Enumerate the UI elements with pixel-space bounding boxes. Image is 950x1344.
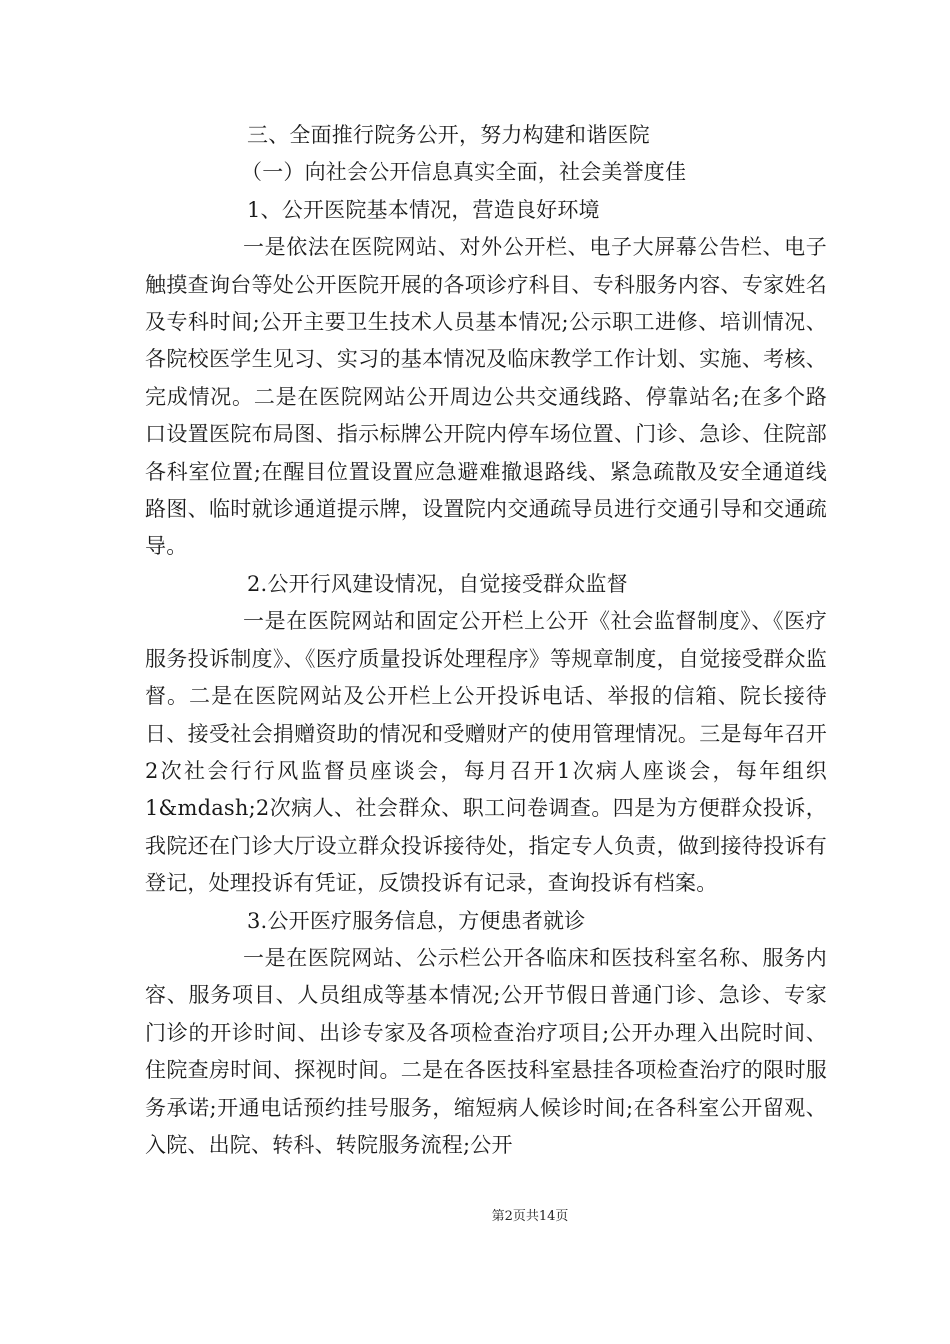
item-heading-2: 2.公开行风建设情况，自觉接受群众监督 [247, 571, 628, 596]
page-number-footer: 第2页共14页 [491, 1209, 569, 1224]
paragraph-1: 一是依法在医院网站、对外公开栏、电子大屏幕公告栏、电子触摸查询台等处公开医院开展的各项诊疗科目、专科服务内容、专家姓名及专科时间;公开主要卫生技术人员基本情况;公示职工进修、培训情况、各院校医学生见习、实习的基本情况及临床教学工作计划、实施、考核、完成情况。二是在医院网站公开周边公共交通线路、停靠站名;在多个路口设置医院布局图、指示标牌公开院内停车场位置、门诊、急诊、住院部各科室位置;在醒目位置设置应急避难撤退路线、紧急疏散及安全通道线路图、临时就诊通道提示牌，设置院内交通疏导员进行交通引导和交通疏导。 [145, 235, 827, 559]
paragraph-2: 一是在医院网站和固定公开栏上公开《社会监督制度》、《医疗服务投诉制度》、《医疗质量投诉处理程序》等规章制度，自觉接受群众监督。二是在医院网站及公开栏上公开投诉电话、举报的信箱、院长接待日、接受社会捐赠资助的情况和受赠财产的使用管理情况。三是每年召开2次社会行行风监督员座谈会，每月召开1次病人座谈会，每年组织1&mdash;2次病人、社会群众、职工问卷调查。四是为方便群众投诉，我院还在门诊大厅设立群众投诉接待处，指定专人负责，做到接待投诉有登记，处理投诉有凭证，反馈投诉有记录，查询投诉有档案。 [145, 609, 827, 896]
section-heading: 三、全面推行院务公开，努力构建和谐医院 [247, 123, 650, 147]
subsection-heading: （一）向社会公开信息真实全面，社会美誉度佳 [241, 160, 687, 185]
paragraph-3: 一是在医院网站、公示栏公开各临床和医技科室名称、服务内容、服务项目、人员组成等基本情况;公开节假日普通门诊、急诊、专家门诊的开诊时间、出诊专家及各项检查治疗项目;公开办理入出院时间、住院查房时间、探视时间。二是在各医技科室悬挂各项检查治疗的限时服务承诺;开通电话预约挂号服务，缩短病人候诊时间;在各科室公开留观、入院、出院、转科、转院服务流程;公开 [145, 945, 827, 1157]
document-body [145, 117, 827, 1164]
item-heading-1: 1、公开医院基本情况，营造良好环境 [247, 197, 600, 222]
item-heading-3: 3.公开医疗服务信息，方便患者就诊 [247, 908, 586, 933]
